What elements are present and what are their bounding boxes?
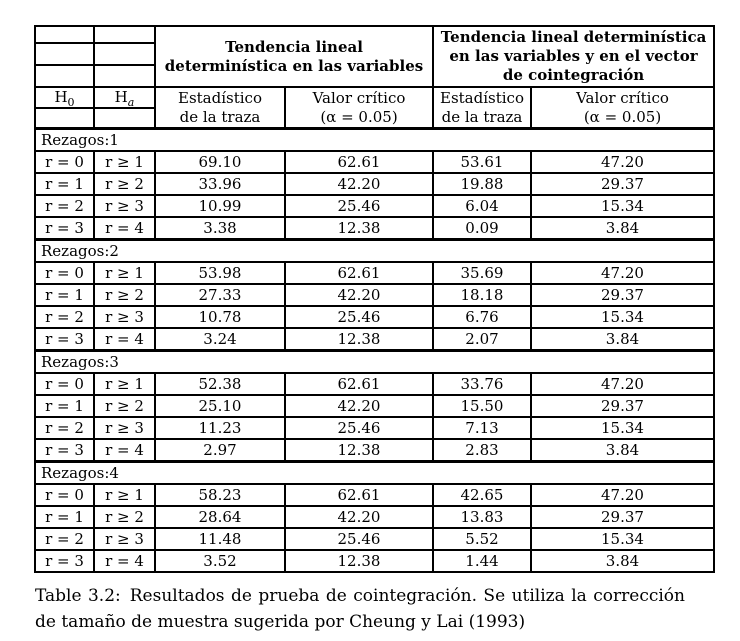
table-cell: 12.38 [285, 439, 433, 462]
table-cell: r = 0 [35, 262, 94, 284]
table-cell: 3.84 [531, 217, 714, 240]
table-cell: r = 0 [35, 373, 94, 395]
table-cell: r ≥ 3 [94, 195, 155, 217]
column-group-header-deterministic-trend-variables-and-vector [433, 26, 714, 87]
group2-line3: de cointegración [502, 66, 645, 84]
table-cell: r ≥ 2 [94, 284, 155, 306]
critical-value-header-2: Valor crítico (α = 0.05) [531, 87, 714, 129]
table-cell: r ≥ 3 [94, 306, 155, 328]
table-cell: r = 3 [35, 217, 94, 240]
table-cell: r ≥ 1 [94, 151, 155, 173]
column-group-header-deterministic-trend-variables [155, 26, 433, 87]
table-cell: 52.38 [155, 373, 285, 395]
table-cell: 62.61 [285, 484, 433, 506]
table-cell: r = 1 [35, 506, 94, 528]
table-cell: 19.88 [433, 173, 531, 195]
group1-line1: Tendencia lineal [225, 37, 363, 56]
table-row [35, 373, 714, 395]
empty-cell [35, 108, 94, 129]
table-cell: 33.76 [433, 373, 531, 395]
table-cell: r = 3 [35, 439, 94, 462]
table-cell: 25.46 [285, 417, 433, 439]
header-stub-row [35, 26, 714, 43]
table-row [35, 484, 714, 506]
table-cell: 6.76 [433, 306, 531, 328]
table-row [35, 284, 714, 306]
empty-cell [94, 26, 155, 43]
table-cell: 42.65 [433, 484, 531, 506]
table-cell: 25.46 [285, 195, 433, 217]
table-cell: 29.37 [531, 284, 714, 306]
trace-statistic-header-1: Estadístico de la traza [155, 87, 285, 129]
table-cell: 47.20 [531, 484, 714, 506]
section-row [35, 240, 714, 263]
table-cell: 15.34 [531, 306, 714, 328]
table-cell: 29.37 [531, 173, 714, 195]
table-row [35, 195, 714, 217]
empty-cell [94, 43, 155, 65]
table-cell: r ≥ 2 [94, 395, 155, 417]
section-label: Rezagos:3 [35, 351, 714, 374]
table-cell: 69.10 [155, 151, 285, 173]
table-cell: 47.20 [531, 151, 714, 173]
table-cell: 10.78 [155, 306, 285, 328]
caption-text: Resultados de prueba de cointegración. Se utiliza la corrección de tamaño de muestra sugerida por Cheung y Lai (1993) [35, 586, 685, 632]
table-cell: 18.18 [433, 284, 531, 306]
table-cell: r ≥ 3 [94, 528, 155, 550]
table-cell: 1.44 [433, 550, 531, 572]
table-cell: 3.52 [155, 550, 285, 572]
table-cell: 29.37 [531, 506, 714, 528]
table-row [35, 151, 714, 173]
group2-line2: en las variables y en el vector [449, 47, 698, 65]
table-cell: 25.46 [285, 306, 433, 328]
table-row [35, 328, 714, 351]
table-cell: 42.20 [285, 506, 433, 528]
table-row [35, 217, 714, 240]
empty-cell [35, 26, 94, 43]
table-cell: r ≥ 2 [94, 173, 155, 195]
table-cell: 3.84 [531, 328, 714, 351]
table-cell: 0.09 [433, 217, 531, 240]
table-row [35, 395, 714, 417]
table-row [35, 417, 714, 439]
trace-statistic-header-2: Estadístico de la traza [433, 87, 531, 129]
table-cell: 47.20 [531, 262, 714, 284]
table-row [35, 506, 714, 528]
empty-cell [94, 65, 155, 87]
table-cell: 2.97 [155, 439, 285, 462]
table-row [35, 173, 714, 195]
table-cell: r = 3 [35, 328, 94, 351]
section-label: Rezagos:1 [35, 129, 714, 152]
table-caption [35, 583, 685, 635]
table-cell: r = 2 [35, 195, 94, 217]
table-cell: 7.13 [433, 417, 531, 439]
table-cell: r = 1 [35, 395, 94, 417]
section-row [35, 129, 714, 152]
table-cell: 2.07 [433, 328, 531, 351]
table-cell: 62.61 [285, 373, 433, 395]
table-cell: r = 2 [35, 417, 94, 439]
critical-value-header-1: Valor crítico (α = 0.05) [285, 87, 433, 129]
section-row [35, 462, 714, 485]
table-cell: r = 2 [35, 306, 94, 328]
table-cell: r ≥ 1 [94, 484, 155, 506]
table-cell: 42.20 [285, 173, 433, 195]
table-cell: r ≥ 3 [94, 417, 155, 439]
empty-cell [35, 65, 94, 87]
table-cell: 62.61 [285, 262, 433, 284]
table-row [35, 306, 714, 328]
table-cell: 6.04 [433, 195, 531, 217]
table-header [35, 26, 714, 129]
table-cell: 15.34 [531, 195, 714, 217]
table-cell: r ≥ 1 [94, 373, 155, 395]
table-cell: r = 4 [94, 550, 155, 572]
table-cell: 12.38 [285, 550, 433, 572]
table-cell: 42.20 [285, 284, 433, 306]
cointegration-results-table [34, 25, 715, 573]
table-cell: r ≥ 1 [94, 262, 155, 284]
table-cell: 53.61 [433, 151, 531, 173]
table-cell: 25.46 [285, 528, 433, 550]
table-cell: 28.64 [155, 506, 285, 528]
table-cell: r = 3 [35, 550, 94, 572]
table-cell: 15.50 [433, 395, 531, 417]
table-cell: 58.23 [155, 484, 285, 506]
table-cell: 11.23 [155, 417, 285, 439]
table-row [35, 528, 714, 550]
table-cell: 42.20 [285, 395, 433, 417]
table-cell: 11.48 [155, 528, 285, 550]
section-label: Rezagos:2 [35, 240, 714, 263]
alternative-hypothesis-header: $H_a$ [94, 87, 155, 108]
table-cell: 3.24 [155, 328, 285, 351]
subheader-row [35, 87, 714, 108]
empty-cell [94, 108, 155, 129]
table-cell: r = 4 [94, 328, 155, 351]
table-cell: r = 1 [35, 173, 94, 195]
table-cell: 47.20 [531, 373, 714, 395]
null-hypothesis-header: $H_0$ [35, 87, 94, 108]
table-cell: 29.37 [531, 395, 714, 417]
table-cell: 33.96 [155, 173, 285, 195]
table-cell: 12.38 [285, 217, 433, 240]
table-cell: 15.34 [531, 528, 714, 550]
table-cell: 25.10 [155, 395, 285, 417]
table-cell: 5.52 [433, 528, 531, 550]
table-cell: 53.98 [155, 262, 285, 284]
table-cell: r = 2 [35, 528, 94, 550]
table-cell: 15.34 [531, 417, 714, 439]
table-cell: 10.99 [155, 195, 285, 217]
table-body [35, 129, 714, 573]
table-cell: r = 0 [35, 484, 94, 506]
group2-line1: Tendencia lineal determinística [440, 28, 707, 46]
section-label: Rezagos:4 [35, 462, 714, 485]
table-cell: 35.69 [433, 262, 531, 284]
empty-cell [35, 43, 94, 65]
table-cell: 3.84 [531, 550, 714, 572]
table-cell: 2.83 [433, 439, 531, 462]
table-cell: 13.83 [433, 506, 531, 528]
section-row [35, 351, 714, 374]
table-cell: r = 0 [35, 151, 94, 173]
table-row [35, 439, 714, 462]
table-cell: 62.61 [285, 151, 433, 173]
table-cell: r ≥ 2 [94, 506, 155, 528]
table-cell: r = 4 [94, 217, 155, 240]
table-cell: r = 1 [35, 284, 94, 306]
table-row [35, 262, 714, 284]
group1-line2: determinística en las variables [164, 56, 424, 75]
table-cell: 3.84 [531, 439, 714, 462]
table-cell: 27.33 [155, 284, 285, 306]
table-cell: 12.38 [285, 328, 433, 351]
table-row [35, 550, 714, 572]
table-cell: r = 4 [94, 439, 155, 462]
table-cell: 3.38 [155, 217, 285, 240]
caption-label: Table 3.2: [35, 586, 121, 606]
